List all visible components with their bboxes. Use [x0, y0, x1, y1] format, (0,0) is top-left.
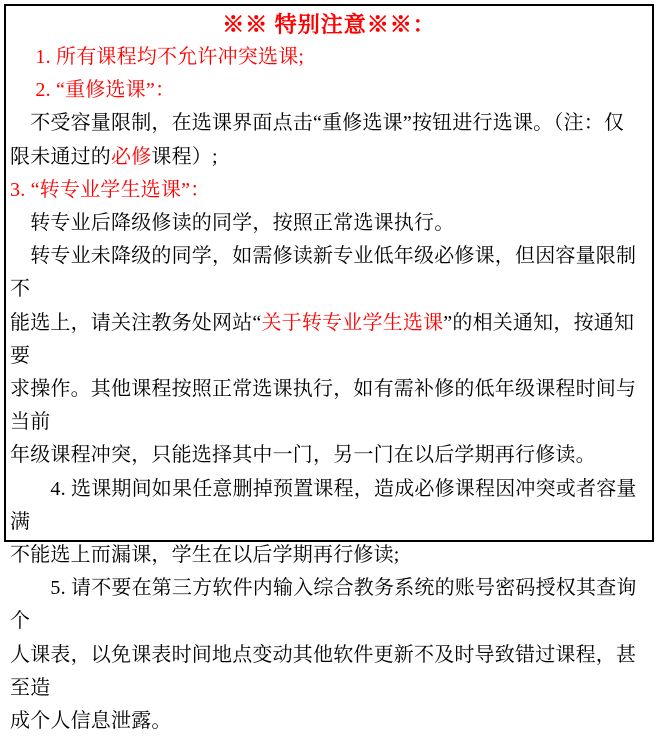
- text-segment: 课程）;: [151, 145, 218, 168]
- text-segment: 限未通过的: [10, 145, 111, 168]
- text-segment: 3. “转专业学生选课”：: [10, 178, 211, 201]
- notice-line: [10, 107, 648, 140]
- notice-line: [10, 473, 648, 539]
- notice-line: [10, 572, 648, 638]
- text-segment: 1. 所有课程均不允许冲突选课;: [10, 46, 305, 68]
- notice-title: ※※ 特别注意※※：: [222, 12, 436, 37]
- text-segment: 必修: [111, 145, 152, 168]
- notice-line: [10, 639, 648, 705]
- notice-box: [4, 4, 654, 733]
- notice-line: [10, 141, 648, 174]
- notice-line: [10, 373, 648, 439]
- text-segment: 4. 选课期间如果任意删掉预置课程，造成必修课程因冲突或者容量满: [10, 477, 637, 533]
- notice-line: [10, 240, 648, 306]
- text-segment: 人课表，以免课表时间地点变动其他软件更新不及时导致错过课程，甚至造: [10, 643, 637, 699]
- text-segment: 不受容量限制，在选课界面点击“重修选课”按钮进行选课。（注：仅: [10, 112, 625, 135]
- text-segment: 成个人信息泄露。: [10, 710, 172, 733]
- notice-line: [10, 705, 648, 738]
- notice-line: [10, 207, 648, 240]
- text-segment: 能选上，请关注教务处网站“: [10, 311, 262, 334]
- text-segment: 不能选上而漏课，学生在以后学期再行修读;: [10, 544, 400, 567]
- text-segment: 5. 请不要在第三方软件内输入综合教务系统的账号密码授权其查询个: [10, 577, 637, 633]
- notice-body: [10, 41, 648, 738]
- notice-line: [10, 439, 648, 472]
- text-segment: ”的相关通知，按通知要: [10, 311, 635, 367]
- text-segment: 关于转专业学生选课: [261, 311, 444, 334]
- notice-line: [10, 41, 648, 74]
- notice-line: [10, 539, 648, 572]
- text-segment: 转专业未降级的同学，如需修读新专业低年级必修课，但因容量限制不: [10, 245, 637, 301]
- text-segment: 年级课程冲突，只能选择其中一门，另一门在以后学期再行修读。: [10, 444, 596, 467]
- text-segment: 求操作。其他课程按照正常选课执行，如有需补修的低年级课程时间与当前: [10, 378, 637, 434]
- text-segment: 转专业后降级修读的同学，按照正常选课执行。: [10, 212, 455, 235]
- text-segment: 2. “重修选课”：: [10, 79, 176, 102]
- notice-line: [10, 74, 648, 107]
- notice-line: [10, 174, 648, 207]
- notice-line: [10, 307, 648, 373]
